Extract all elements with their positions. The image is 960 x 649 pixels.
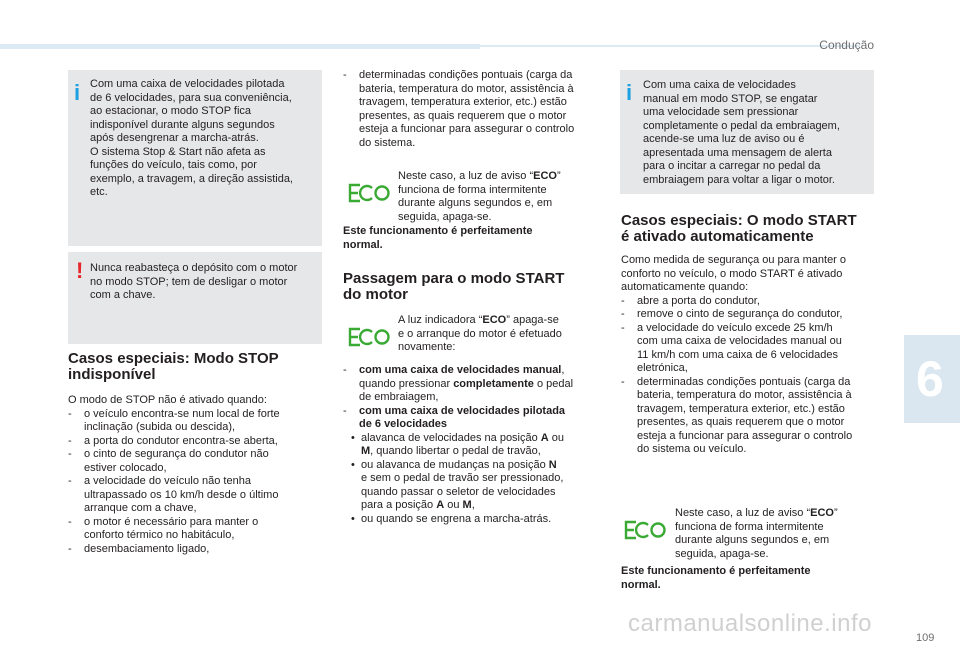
eco-warning-light-icon	[622, 519, 666, 541]
text-line: exemplo, a travagem, a direção assistida,	[90, 172, 293, 185]
watermark: carmanualsonline.info	[628, 610, 872, 637]
info-icon: i	[626, 80, 633, 105]
heading-line: Casos especiais: O modo START	[621, 212, 857, 229]
list-item: - a porta do condutor encontra-se aberta,	[68, 434, 278, 447]
heading-start-mode	[343, 271, 564, 303]
info-icon: i	[74, 80, 81, 105]
section-title: Condução	[819, 38, 874, 52]
list-item: - com uma caixa de velocidades manual, quando pressionar completamente o pedal de embraiagem,	[343, 364, 574, 403]
warning-icon: !	[76, 258, 84, 283]
list-item: - determinadas condições pontuais (carga da bateria, temperatura do motor, assistência à travagem, temperatura exterior, etc.) estão presentes, as quais requerem que o motor esteja a funcionar para assegurar o controlo do sistema.	[343, 69, 575, 149]
list-item: - determinadas condições pontuais (carga da bateria, temperatura do motor, assistência à travagem, temperatura exterior, etc.) estão presentes, as quais requerem que o motor esteja a funcionar para assegurar o controlo do sistema ou veículo.	[621, 375, 853, 455]
list-item: - desembaciamento ligado,	[68, 542, 210, 555]
page-number: 109	[916, 632, 935, 644]
list-item: - o veículo encontra-se num local de forte inclinação (subida ou descida),	[68, 407, 280, 433]
text-line: após desengrenar a marcha-atrás.	[90, 132, 259, 144]
info-box-text	[90, 78, 293, 200]
list-item: - o cinto de segurança do condutor não estiver colocado,	[68, 448, 269, 474]
list-item: - a velocidade do veículo excede 25 km/h com uma caixa de velocidades manual ou 11 km/h com uma caixa de 6 velocidades eletrónica,	[621, 321, 842, 374]
text-line: ao estacionar, o modo STOP fica	[90, 105, 252, 117]
heading-line: Casos especiais: Modo STOP	[68, 350, 279, 367]
intro-text: O modo de STOP não é ativado quando:	[68, 394, 267, 406]
list-item: - remove o cinto de segurança do condutor,	[621, 308, 843, 320]
sub-list-item: • ou alavanca de mudanças na posição N e sem o pedal de travão ser pressionado, quando passar o seletor de velocidades para a posição A ou M,	[351, 458, 564, 511]
eco-note-2: A luz indicadora “ECO” apaga-se e o arranque do motor é efetuado novamente:	[398, 314, 562, 353]
header-accent-bar	[0, 44, 480, 49]
text-line: indisponível durante alguns segundos	[90, 118, 275, 131]
heading-line: Passagem para o modo START	[343, 270, 565, 287]
text-line: de 6 velocidades, para sua conveniência,	[90, 91, 292, 104]
text-line: funções do veículo, tais como, por	[90, 159, 257, 171]
text-line: Nunca reabasteça o depósito com o motor	[90, 262, 298, 274]
eco-note-3-normal: Este funcionamento é perfeitamente normal.	[621, 565, 811, 591]
header-rule	[480, 45, 860, 47]
start-auto-list: Como medida de segurança ou para manter o conforto no veículo, o modo START é ativado automaticamente quando: - abre a porta do condutor, - remove o cinto de segurança do condutor, - a velocidade do veículo excede 25 km/h com uma caixa de velocidades manual ou 11 km/h com uma caixa de 6 velocidades eletrónica, - determinadas condições pontuais (carga da bateria, temperatura do motor, assistência à travagem, temperatura exterior, etc.) estão presentes, as quais requerem que o motor esteja a funcionar para assegurar o controlo do sistema ou veículo.	[621, 254, 891, 457]
list-item: - com uma caixa de velocidades pilotada de 6 velocidades	[343, 404, 566, 430]
chapter-number: 6	[916, 351, 944, 407]
text-line: etc.	[90, 186, 108, 198]
text-line: com a chave.	[90, 289, 156, 301]
heading-stop-unavailable	[68, 351, 279, 383]
info-box-text: Com uma caixa de velocidades manual em modo STOP, se engatar uma velocidade sem pressionar completamente o pedal da embraiagem, acende-se uma luz de aviso ou é apresentada uma mensagem de alerta para o incitar a carregar no pedal da embraiagem para voltar a ligar o motor.	[643, 79, 840, 186]
list-item: - a velocidade do veículo não tenha ultrapassado os 10 km/h desde o último arranque com a chave,	[68, 475, 279, 514]
eco-note-3: Neste caso, a luz de aviso “ECO” funciona de forma intermitente durante alguns segundos e, em seguida, apaga-se.	[675, 507, 838, 560]
text-line: Com uma caixa de velocidades pilotada	[90, 78, 285, 90]
heading-line: do motor	[343, 286, 408, 303]
list-item: - o motor é necessário para manter o conforto térmico no habitáculo,	[68, 515, 259, 541]
warning-box-text	[90, 262, 297, 303]
heading-line: indisponível	[68, 366, 156, 383]
sub-list-item: • alavanca de velocidades na posição A ou M, quando libertar o pedal de travão,	[351, 431, 565, 457]
eco-warning-light-icon	[346, 326, 390, 348]
text-line: O sistema Stop & Start não afeta as	[90, 145, 266, 158]
heading-line: é ativado automaticamente	[621, 228, 814, 245]
stop-unavailable-list	[68, 394, 328, 556]
eco-note-1: Neste caso, a luz de aviso “ECO” funciona de forma intermitente durante alguns segundos e, em seguida, apaga-se.	[398, 170, 561, 223]
stop-unavailable-list-cont	[343, 69, 613, 150]
text-line: no modo STOP; tem de desligar o motor	[90, 275, 288, 288]
list-item: - abre a porta do condutor,	[621, 294, 760, 307]
heading-start-auto	[621, 213, 857, 245]
sub-list-item: • ou quando se engrena a marcha-atrás.	[351, 512, 552, 525]
eco-warning-light-icon	[346, 182, 390, 204]
start-mode-list	[343, 364, 618, 526]
eco-note-1-normal: Este funcionamento é perfeitamente normal.	[343, 225, 533, 251]
